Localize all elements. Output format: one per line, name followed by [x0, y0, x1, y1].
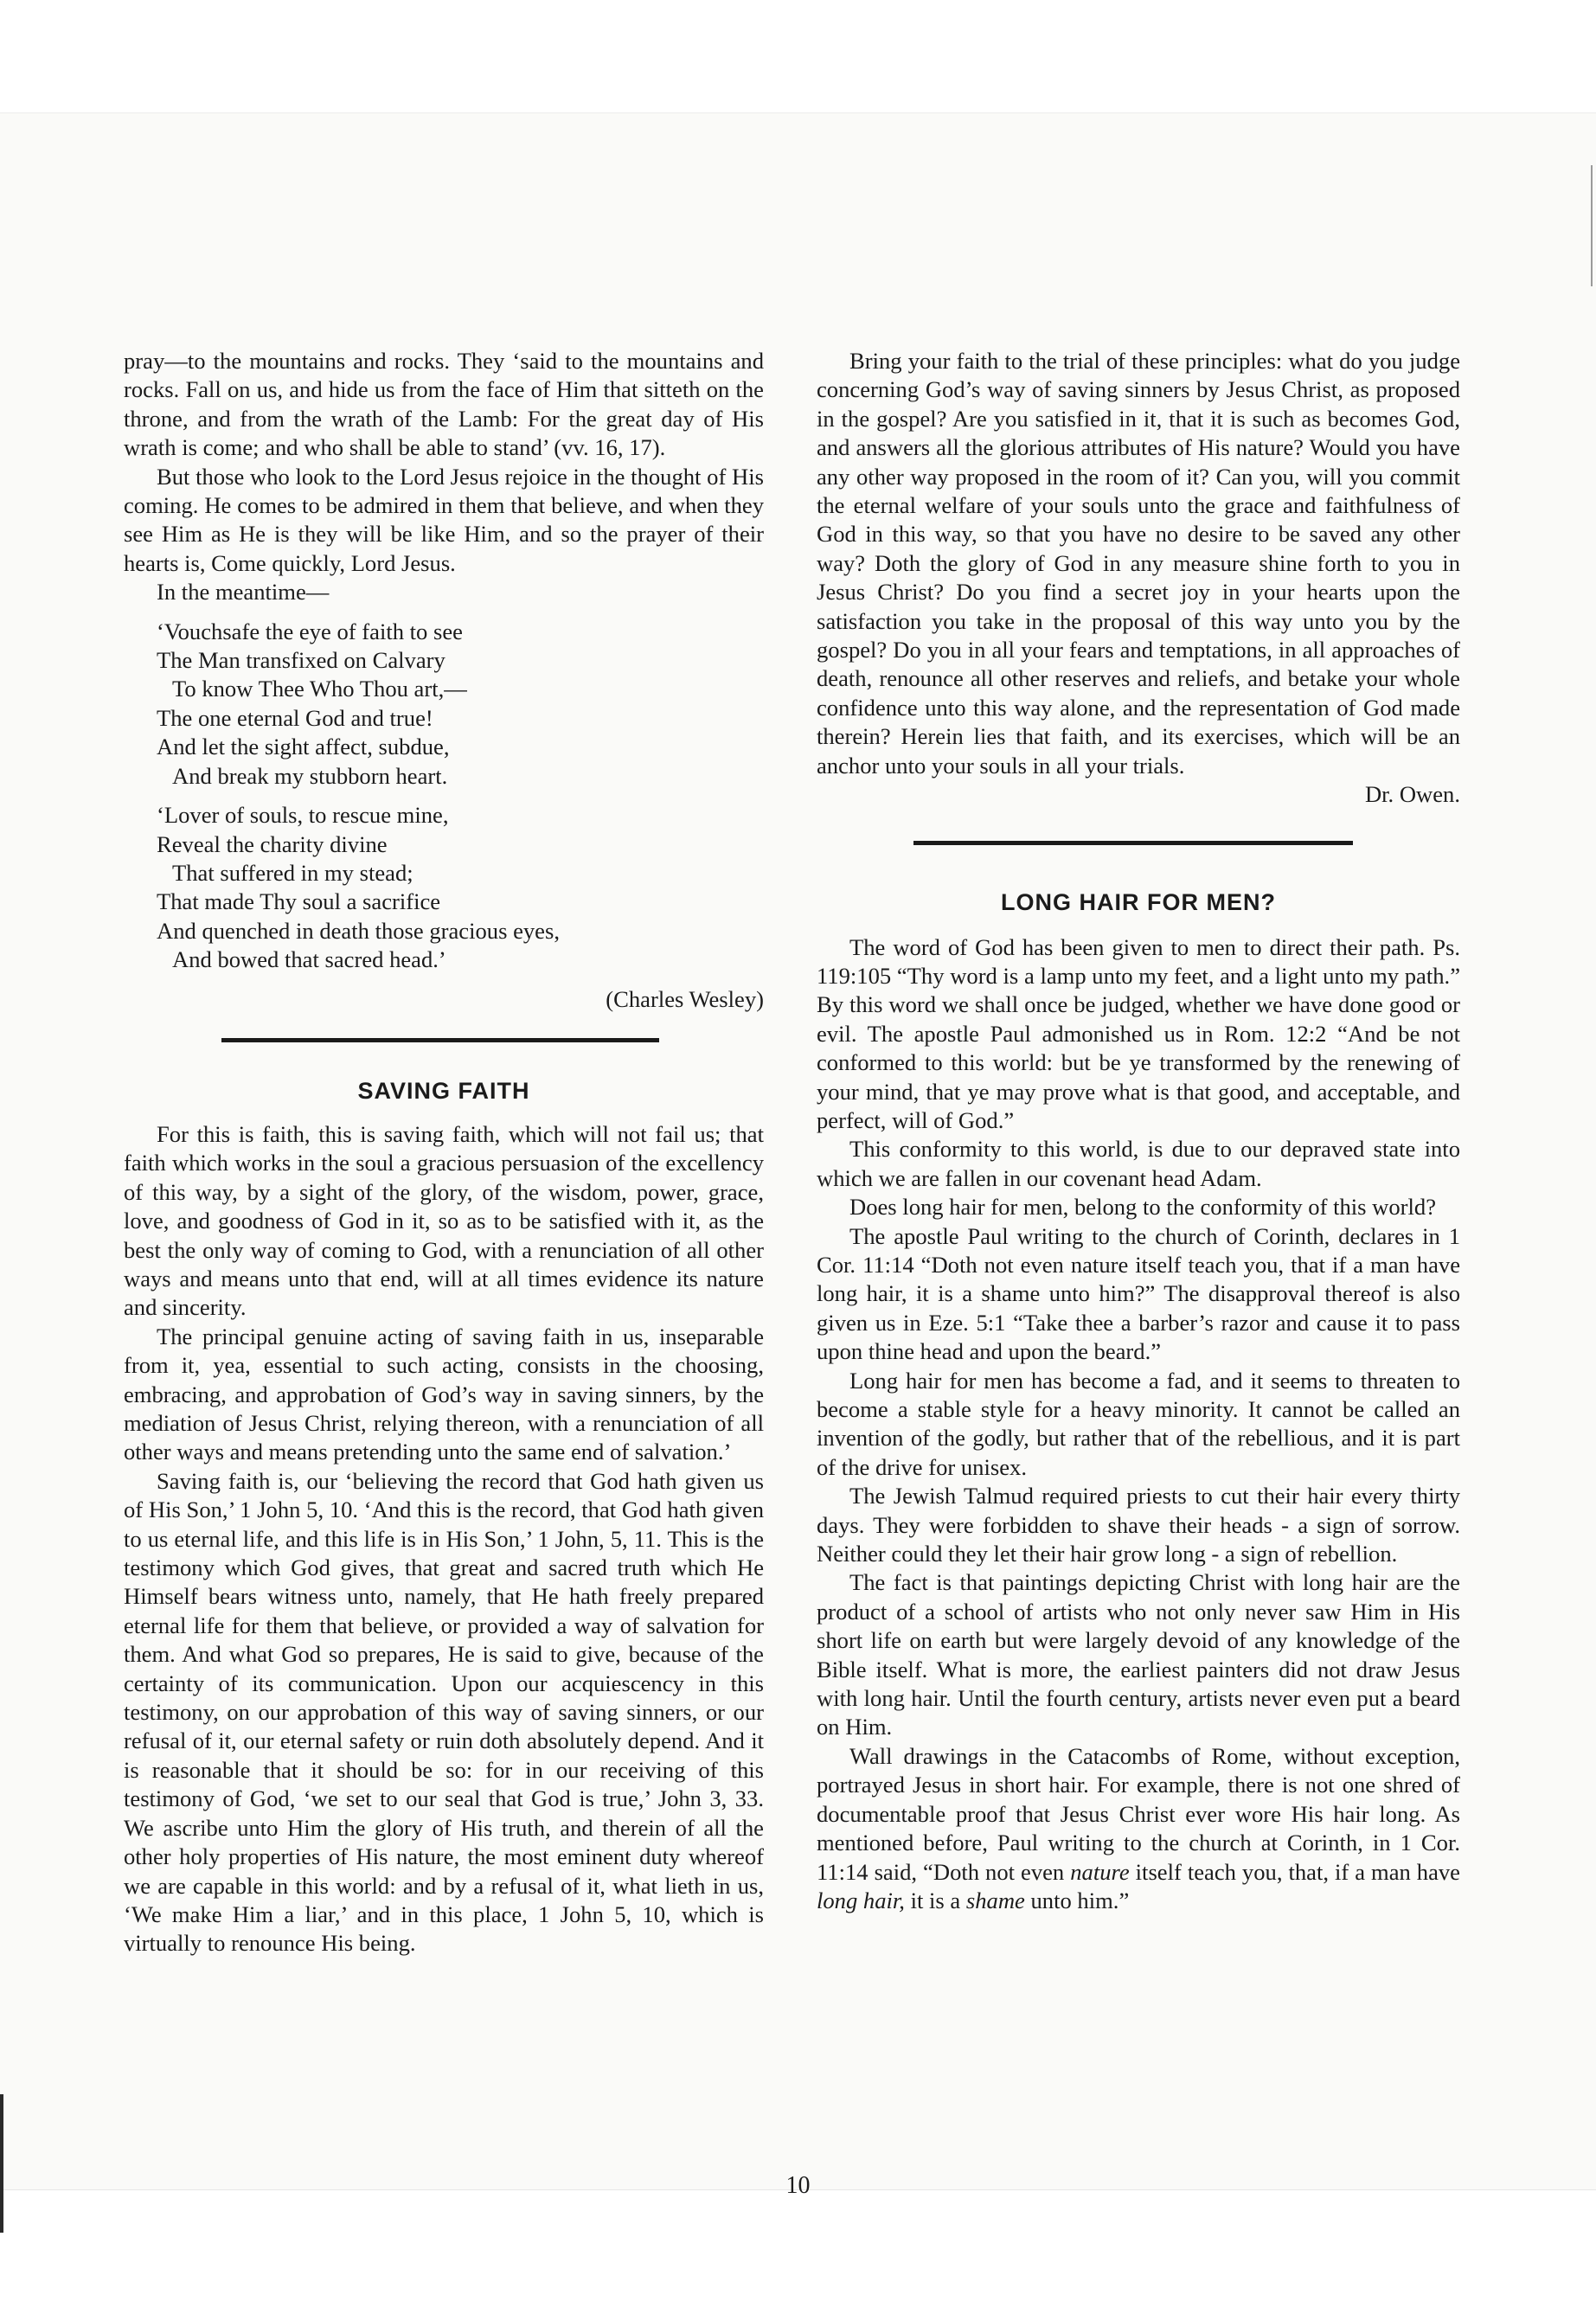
divider-rule	[913, 841, 1353, 845]
right-column	[817, 347, 1460, 1915]
left-column	[124, 347, 764, 1958]
section-divider	[817, 810, 1460, 870]
author-credit: Dr. Owen.	[1364, 781, 1460, 808]
scan-edge-mark	[1591, 165, 1593, 286]
hymn-verse	[157, 618, 764, 975]
verse-line: To know Thee Who Thou art,—	[172, 676, 467, 702]
verse-line: That suffered in my stead;	[172, 859, 413, 886]
hymn-stanza-2	[157, 801, 764, 974]
paragraph: But those who look to the Lord Jesus rejoice in the thought of His coming. He comes to be admired in them that believe, and when they see Him as He is they will be like Him, and so the prayer of their hearts is, Come quickly, Lord Jesus.	[124, 463, 764, 576]
verse-line: And let the sight affect, subdue,	[157, 734, 450, 760]
text-run: unto him.”	[1024, 1887, 1130, 1913]
text-run: it is a	[904, 1887, 966, 1913]
section-heading-long-hair: LONG HAIR FOR MEN?	[1001, 888, 1276, 915]
paragraph: Bring your faith to the trial of these principles: what do you judge concerning God’s way of saving sinners by Jesus Christ, as proposed in the gospel? Are you satisfied in it, that it is such as becomes God, and answers all the glorious attributes of His nature? Would you have any other way proposed in the room of it? Can you, will you commit the eternal welfare of your souls unto the grace and faithfulness of God in this way, so that you have no desire to be saved any other way? Doth the glory of God in any measure shine forth to you in Jesus Christ? Do you find a secret joy in your hearts upon the satisfaction you take in the proposal of this way unto you by the gospel? Do you in all your fears and temptations, in all approaches of death, renounce all other reserves and reliefs, and betake your whole confidence unto this way alone, and the representation of God made therein? Herein lies that faith, and its exercises, which will be an anchor unto your souls in all your trials.	[817, 348, 1460, 779]
paragraph: For this is faith, this is saving faith, which will not fail us; that faith which works in the soul a gracious persuasion of the excellency of this way, by a sight of the glory, of the wisdom, power, grace, love, and goodness of God in it, so as to be satisfied with it, as the best the only way of coming to God, with a renunciation of all other ways and means unto that end, will at all times evidence its nature and sincerity.	[124, 1120, 764, 1321]
paragraph: Long hair for men has become a fad, and it seems to threaten to become a stable style for a heavy minority. It cannot be called an invention of the godly, but rather that of the rebellious, and it is part of the drive for unisex.	[817, 1367, 1460, 1480]
paragraph: The Jewish Talmud required priests to cut their hair every thirty days. They were forbidden to shave their heads - a sign of sorrow. Neither could they let their hair grow long - a sign of rebellion.	[817, 1483, 1460, 1567]
verse-line: ‘Vouchsafe the eye of faith to see	[157, 618, 463, 644]
paragraph: In the meantime—	[157, 579, 330, 606]
emphasis: long hair,	[817, 1887, 905, 1913]
section-heading-saving-faith: SAVING FAITH	[357, 1077, 530, 1104]
verse-line: That made Thy soul a sacrifice	[157, 888, 441, 915]
paragraph: The principal genuine acting of saving faith in us, inseparable from it, yea, essential to such acting, consists in the choosing, embracing, and approbation of God’s way in saving sinners, by the mediation of Jesus Christ, relying thereon, with a renunciation of all other ways and means pretending unto the same end of salvation.’	[124, 1323, 764, 1465]
hymn-stanza-1	[157, 618, 764, 791]
verse-line: ‘Lover of souls, to rescue mine,	[157, 802, 449, 829]
emphasis: nature	[1070, 1858, 1130, 1885]
text-run: itself teach you, that, if a man have	[1129, 1858, 1460, 1885]
verse-line: The Man transfixed on Calvary	[157, 647, 445, 674]
paragraph: The word of God has been given to men to direct their path. Ps. 119:105 “Thy word is a lamp unto my feet, and a light unto my path.” By this word we shall once be judged, whether we have done good or evil. The apostle Paul admonished us in Rom. 12:2 “And be not conformed to this world: but be ye transformed by the renewing of your mind, that ye may prove what is that good, and acceptable, and perfect, will of God.”	[817, 933, 1460, 1133]
paragraph: pray—to the mountains and rocks. They ‘said to the mountains and rocks. Fall on us, and hide us from the face of Him that sitteth on the throne, and from the wrath of the Lamb: For the great day of His wrath is come; and who shall be able to stand’ (vv. 16, 17).	[124, 348, 764, 461]
verse-line: And break my stubborn heart.	[172, 762, 448, 789]
paragraph: Saving faith is, our ‘believing the record that God hath given us of His Son,’ 1 John 5, 10. ‘And this is the record, that God hath given to us eternal life, and this life is in His Son,’ 1 John, 5, 11. This is the testimony which God gives, that great and sacred truth which He Himself bears witness unto, namely, that He hath freely prepared eternal life for them that believe, or provided a way of salvation for them. And what God so prepares, He is said to give, because of the certainty of its communication. Upon our acquiescency in this testimony, on our approbation of this way of saving sinners, or our refusal of it, our eternal safety or ruin doth absolutely depend. And it is reasonable that it should be so: for in our receiving of this testimony of God, ‘we set to our seal that God is true,’ John 3, 33. We ascribe unto Him the glory of His truth, and therein of all the other holy properties of His nature, the most eminent duty whereof we are capable in this world: and by a refusal of it, what lieth in us, ‘We make Him a liar,’ and in this place, 1 John 5, 10, which is virtually to renounce His being.	[124, 1467, 764, 1957]
verse-line: And bowed that sacred head.’	[172, 946, 446, 973]
emphasis: shame	[965, 1887, 1025, 1913]
divider-rule	[221, 1038, 659, 1042]
paragraph: The apostle Paul writing to the church of Corinth, declares in 1 Cor. 11:14 “Doth not even nature itself teach you, that if a man have long hair, it is a shame unto him?” The disapproval thereof is also given us in Eze. 5:1 “Take thee a barber’s razor and cause it to pass upon thine head and upon the beard.”	[817, 1222, 1460, 1365]
verse-line: Reveal the charity divine	[157, 830, 388, 857]
paragraph: The fact is that paintings depicting Christ with long hair are the product of a school of artists who not only never saw Him in His short life on earth but were largely devoid of any knowledge of the Bible itself. What is more, the earliest painters did not draw Jesus with long hair. Until the fourth century, artists never even put a beard on Him.	[817, 1569, 1460, 1740]
scanned-page	[0, 112, 1596, 2199]
hymn-credit: (Charles Wesley)	[606, 985, 764, 1012]
paragraph	[817, 1742, 1460, 1915]
section-divider	[124, 1014, 764, 1066]
scan-edge-mark	[0, 2094, 3, 2233]
verse-line: The one eternal God and true!	[157, 704, 433, 731]
paragraph: Does long hair for men, belong to the conformity of this world?	[849, 1194, 1436, 1221]
paragraph: This conformity to this world, is due to our depraved state into which we are fallen in our covenant head Adam.	[817, 1136, 1460, 1191]
verse-line: And quenched in death those gracious eyes,	[157, 917, 560, 944]
page-number: 10	[785, 2172, 811, 2199]
text-run: Wall drawings in the Catacombs of Rome, without exception, portrayed Jesus in short hair. For example, there is not one shred of documentable proof that Jesus Christ ever wore His hair long. As mentioned before, Paul writing to the church at Corinth, in 1 Cor. 11:14 said, “Doth not even	[817, 1742, 1460, 1885]
